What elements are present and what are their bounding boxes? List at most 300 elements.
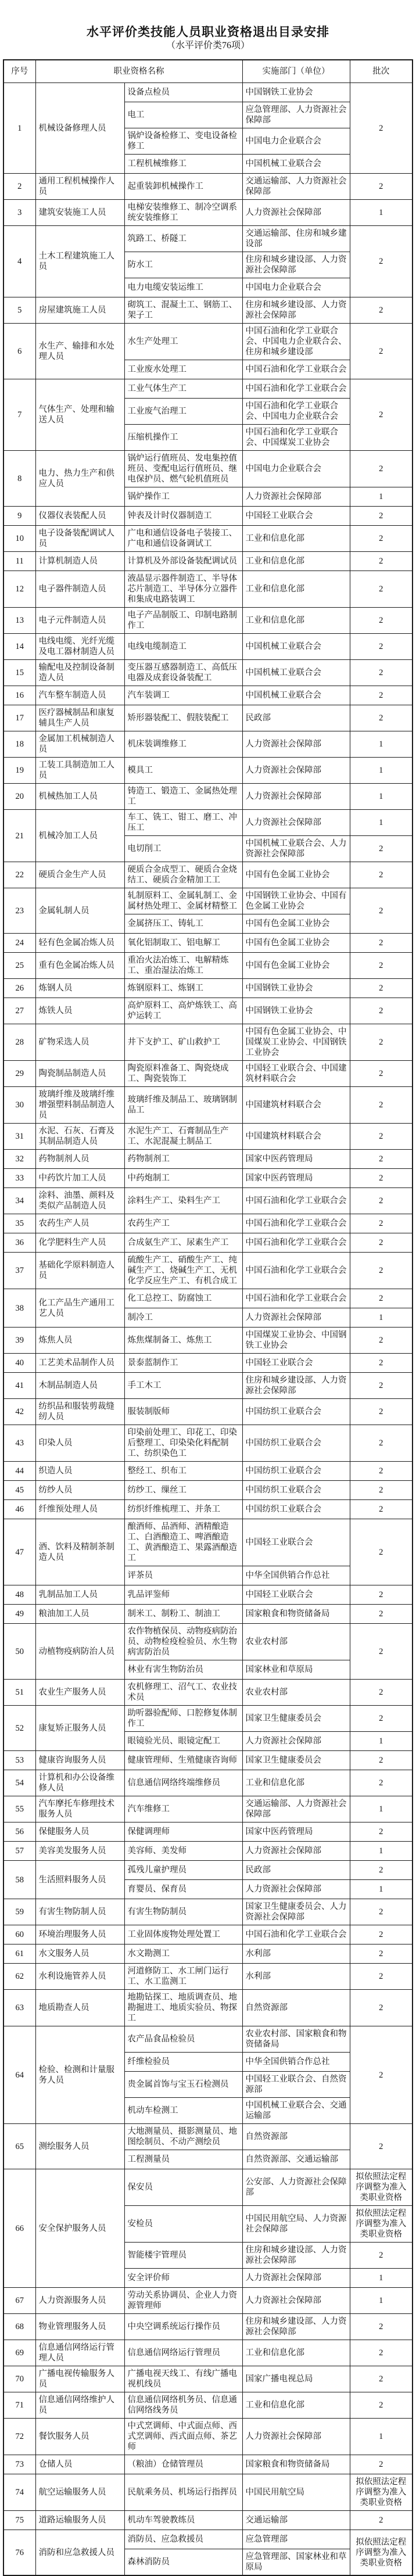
row-number-cell: 70 — [3, 2366, 35, 2392]
category-cell: 轻有色金属冶炼人员 — [35, 934, 124, 953]
qualification-cell: 合成氨生产工、尿素生产工 — [124, 1233, 242, 1253]
category-cell: 汽车摩托车修理技术服务人员 — [35, 1796, 124, 1822]
batch-cell: 2 — [350, 1169, 413, 1188]
table-row — [3, 934, 413, 953]
qualification-cell: 起重装卸机械操作工 — [124, 174, 242, 200]
batch-cell: 1 — [350, 487, 413, 507]
row-number-cell: 35 — [3, 1214, 35, 1233]
qualification-cell: 保安员 — [124, 2169, 242, 2206]
qualification-cell: 信息通信网络终端维修员 — [124, 1770, 242, 1796]
row-number-cell: 61 — [3, 1944, 35, 1964]
row-number-cell: 15 — [3, 660, 35, 686]
qualification-cell: 印染前处理工、印花工、印染后整理工、印染染化料配制工、纺织染色工 — [124, 1425, 242, 1462]
batch-cell: 2 — [350, 324, 413, 379]
department-cell: 人力资源社会保障部 — [242, 2419, 350, 2455]
batch-cell: 2 — [350, 2243, 413, 2269]
table-row — [3, 174, 413, 200]
qualification-cell: 氧化铝制取工、铝电解工 — [124, 934, 242, 953]
row-number-cell: 16 — [3, 686, 35, 705]
batch-cell: 2 — [350, 2026, 413, 2124]
qualification-cell: 消防员、应急救援员 — [124, 2530, 242, 2549]
row-number-cell: 43 — [3, 1425, 35, 1462]
table-row — [3, 1519, 413, 1566]
row-number-cell: 32 — [3, 1150, 35, 1169]
row-number-cell: 68 — [3, 2314, 35, 2340]
department-cell: 国家卫生健康委员会、人力资源社会保障部 — [242, 1899, 350, 1925]
category-cell: 建筑安装施工人员 — [35, 200, 124, 226]
category-cell: 有害生物防制人员 — [35, 1899, 124, 1925]
batch-cell: 2 — [350, 1124, 413, 1150]
category-cell: 测绘服务人员 — [35, 2124, 124, 2169]
category-cell: 水文服务人员 — [35, 1944, 124, 1964]
qualification-cell: 玻璃纤维及制品工、玻璃钢制品工 — [124, 1087, 242, 1124]
batch-cell: 2 — [350, 888, 413, 934]
department-cell: 应急管理部 — [242, 2530, 350, 2549]
category-cell: 金属轧制人员 — [35, 888, 124, 934]
qualification-cell: 乳品评鉴师 — [124, 1585, 242, 1605]
qualification-cell: 有害生物防制员 — [124, 1899, 242, 1925]
table-row — [3, 200, 413, 226]
row-number-cell: 73 — [3, 2455, 35, 2474]
table-row — [3, 2340, 413, 2366]
row-number-cell: 53 — [3, 1751, 35, 1770]
department-cell: 工业和信息化部 — [242, 2340, 350, 2366]
qualification-cell: 工业气体生产工 — [124, 379, 242, 399]
row-number-cell: 59 — [3, 1899, 35, 1925]
qualification-cell: 药物制剂工 — [124, 1150, 242, 1169]
row-number-cell: 39 — [3, 1328, 35, 1354]
table-row — [3, 1354, 413, 1373]
batch-cell: 2 — [350, 1354, 413, 1373]
table-row — [3, 507, 413, 526]
batch-cell: 1 — [350, 1796, 413, 1822]
table-row — [3, 1481, 413, 1500]
qualification-cell: 工业废水处理工 — [124, 360, 242, 379]
qualification-cell: 评茶员 — [124, 1566, 242, 1585]
department-cell: 中国电力企业联合会 — [242, 278, 350, 297]
row-number-cell: 24 — [3, 934, 35, 953]
qualification-cell: 森林消防员 — [124, 2549, 242, 2576]
table-row — [3, 2474, 413, 2511]
category-cell: 水利设施管养人员 — [35, 1964, 124, 1990]
department-cell: 自然资源部 — [242, 1990, 350, 2026]
batch-cell: 2 — [350, 1605, 413, 1624]
header-implementing-department: 实施部门（单位） — [242, 60, 350, 83]
batch-cell: 2 — [350, 862, 413, 888]
qualification-cell: 工业废气治理工 — [124, 399, 242, 425]
qualification-cell: 锅炉操作工 — [124, 487, 242, 507]
batch-cell: 2 — [350, 979, 413, 998]
table-row — [3, 1680, 413, 1706]
table-row — [3, 2026, 413, 2053]
category-cell: 纤维预处理人员 — [35, 1500, 124, 1519]
qualification-cell: 化工总控工、防腐蚀工 — [124, 1289, 242, 1308]
table-row — [3, 1399, 413, 1425]
qualification-cell: 育婴员、保育员 — [124, 1880, 242, 1899]
table-row — [3, 608, 413, 634]
batch-cell: 2 — [350, 571, 413, 608]
department-cell: 中国钢铁工业协会 — [242, 83, 350, 102]
department-cell: 中国石油和化学工业联合会 — [242, 1925, 350, 1944]
table-row — [3, 1462, 413, 1481]
table-row — [3, 979, 413, 998]
row-number-cell: 25 — [3, 953, 35, 979]
department-cell: 农业农村部、国家粮食和物资储备局 — [242, 2026, 350, 2053]
qualification-cell: 防水工 — [124, 252, 242, 278]
category-cell: 粮油加工人员 — [35, 1605, 124, 1624]
batch-cell: 2 — [350, 1289, 413, 1308]
row-number-cell: 31 — [3, 1124, 35, 1150]
category-cell: 炼钢人员 — [35, 979, 124, 998]
row-number-cell: 55 — [3, 1796, 35, 1822]
row-number-cell: 23 — [3, 888, 35, 934]
qualification-cell: 筑路工、桥隧工 — [124, 226, 242, 252]
category-cell: 生活照料服务人员 — [35, 1861, 124, 1899]
category-cell: 药物制剂人员 — [35, 1150, 124, 1169]
batch-cell: 2 — [350, 297, 413, 324]
department-cell: 国家粮食和物资储备局 — [242, 1605, 350, 1624]
department-cell: 住房和城乡建设部、人力资源社会保障部 — [242, 297, 350, 324]
qualification-cell: 河道修防工、水工闸门运行工、水工监测工 — [124, 1964, 242, 1990]
row-number-cell: 74 — [3, 2474, 35, 2511]
department-cell: 人力资源社会保障部 — [242, 2269, 350, 2288]
batch-cell: 2 — [350, 552, 413, 571]
department-cell: 人力资源社会保障部 — [242, 784, 350, 810]
batch-cell: 2 — [350, 1822, 413, 1842]
category-cell: 木制品制造人员 — [35, 1373, 124, 1399]
batch-cell: 1 — [350, 200, 413, 226]
batch-cell: 2 — [350, 1188, 413, 1214]
row-number-cell: 50 — [3, 1624, 35, 1680]
row-number-cell: 4 — [3, 226, 35, 297]
category-cell: 康复矫正服务人员 — [35, 1706, 124, 1751]
category-cell: 人力资源服务人员 — [35, 2288, 124, 2314]
department-cell: 中国纺织工业联合会 — [242, 1481, 350, 1500]
table-row — [3, 1233, 413, 1253]
table-row — [3, 2314, 413, 2340]
department-cell: 国家粮食和物资储备局 — [242, 2455, 350, 2474]
table-row — [3, 1770, 413, 1796]
department-cell: 应急管理部、国家林业和草原局 — [242, 2549, 350, 2576]
batch-cell: 2 — [350, 1462, 413, 1481]
table-row — [3, 2455, 413, 2474]
row-number-cell: 49 — [3, 1605, 35, 1624]
department-cell: 国家卫生健康委员会 — [242, 1706, 350, 1732]
table-row — [3, 1706, 413, 1732]
table-row — [3, 660, 413, 686]
department-cell: 中国机械工业联合会 — [242, 686, 350, 705]
category-cell: 中药饮片加工人员 — [35, 1169, 124, 1188]
header-batch: 批次 — [350, 60, 413, 83]
category-cell: 炼焦人员 — [35, 1328, 124, 1354]
category-cell: 计算机制造人员 — [35, 552, 124, 571]
department-cell: 农业农村部 — [242, 1624, 350, 1660]
department-cell: 公安部、人力资源社会保障部 — [242, 2169, 350, 2206]
department-cell: 中国有色金属工业协会 — [242, 953, 350, 979]
qualification-cell: 农药生产工 — [124, 1214, 242, 1233]
department-cell: 中国有色金属工业协会 — [242, 934, 350, 953]
table-row — [3, 862, 413, 888]
qualification-cell: 机床装调维修工 — [124, 731, 242, 758]
table-row — [3, 686, 413, 705]
row-number-cell: 6 — [3, 324, 35, 379]
department-cell: 中国建筑材料联合会 — [242, 1124, 350, 1150]
table-row — [3, 1585, 413, 1605]
qualification-cell: 酿酒师、品酒师、酒精酿造工、白酒酿造工、啤酒酿造工、黄酒酿造工、果露酒酿造工 — [124, 1519, 242, 1566]
qualification-cell: 锅炉设备检修工、变电设备检修工 — [124, 128, 242, 155]
qualification-cell: 工程机械维修工 — [124, 155, 242, 174]
table-row — [3, 1024, 413, 1061]
category-cell: 水生产、输排和水处理人员 — [35, 324, 124, 379]
category-cell: 仓储人员 — [35, 2455, 124, 2474]
qualification-cell: 工程测量员 — [124, 2150, 242, 2169]
department-cell: 民政部 — [242, 1861, 350, 1880]
qualification-cell: 美容师、美发师 — [124, 1842, 242, 1861]
batch-cell: 2 — [350, 2366, 413, 2392]
qualification-cell: 农机修理工、沼气工、农业技术员 — [124, 1680, 242, 1706]
qualification-cell: 眼镜验光员、眼镜定配工 — [124, 1732, 242, 1751]
batch-cell: 2 — [350, 174, 413, 200]
batch-cell: 2 — [350, 1373, 413, 1399]
row-number-cell: 72 — [3, 2419, 35, 2455]
category-cell: 金属加工机械制造人员 — [35, 731, 124, 758]
qualification-cell: 硬质合金成型工、硬质合金烧结工、硬质合金精加工工 — [124, 862, 242, 888]
category-cell: 计算机和办公设备维修人员 — [35, 1770, 124, 1796]
category-cell: 织造人员 — [35, 1462, 124, 1481]
qualification-cell: 涂料生产工、染料生产工 — [124, 1188, 242, 1214]
row-number-cell: 5 — [3, 297, 35, 324]
department-cell: 人力资源社会保障部 — [242, 1842, 350, 1861]
qualification-cell: 电线电缆制造工 — [124, 634, 242, 660]
department-cell: 人力资源社会保障部 — [242, 758, 350, 784]
batch-cell: 1 — [350, 1732, 413, 1751]
row-number-cell: 11 — [3, 552, 35, 571]
department-cell: 中国轻工业联合会 — [242, 1354, 350, 1373]
batch-cell: 2 — [350, 451, 413, 487]
batch-cell: 2 — [350, 1751, 413, 1770]
qualification-cell: 变压器互感器制造工、高低压电器及成套设备装配工 — [124, 660, 242, 686]
category-cell: 电子元件制造人员 — [35, 608, 124, 634]
category-cell: 乳制品加工人员 — [35, 1585, 124, 1605]
table-row — [3, 324, 413, 360]
category-cell: 地质勘查人员 — [35, 1990, 124, 2026]
table-row — [3, 758, 413, 784]
category-cell: 炼铁人员 — [35, 998, 124, 1024]
qualification-exit-table — [3, 59, 413, 2576]
department-cell: 国家中医药管理局 — [242, 1822, 350, 1842]
category-cell: 纺织品和服装剪裁缝纫人员 — [35, 1399, 124, 1425]
table-row — [3, 571, 413, 608]
category-cell: 机械设备修理人员 — [35, 83, 124, 174]
page-title: 水平评价类技能人员职业资格退出目录安排 — [87, 25, 329, 39]
department-cell: 工业和信息化部 — [242, 552, 350, 571]
row-number-cell: 3 — [3, 200, 35, 226]
department-cell: 中国机械工业联合会、人力资源社会保障部 — [242, 836, 350, 862]
batch-cell: 2 — [350, 83, 413, 174]
department-cell: 中国有色金属工业协会、中国煤炭工业协会、中国钢铁工业协会 — [242, 1024, 350, 1061]
row-number-cell: 40 — [3, 1354, 35, 1373]
qualification-cell: 炼钢原料工、炼钢工 — [124, 979, 242, 998]
table-row — [3, 888, 413, 914]
row-number-cell: 14 — [3, 634, 35, 660]
row-number-cell: 29 — [3, 1061, 35, 1087]
row-number-cell: 60 — [3, 1925, 35, 1944]
qualification-cell: 电子产品制版工、印制电路制作工 — [124, 608, 242, 634]
qualification-cell: 纺织纤维梳理工、并条工 — [124, 1500, 242, 1519]
table-row — [3, 379, 413, 399]
department-cell: 工业和信息化部 — [242, 1770, 350, 1796]
qualification-cell: 井下支护工、矿山救护工 — [124, 1024, 242, 1061]
category-cell: 物业管理服务人员 — [35, 2314, 124, 2340]
category-cell: 广播电视传输服务人员 — [35, 2366, 124, 2392]
row-number-cell: 48 — [3, 1585, 35, 1605]
department-cell: 中国电力企业联合会 — [242, 128, 350, 155]
qualification-cell: 农作物植保员、动物疫病防治员、动物检疫检验员、水生物病害防治员 — [124, 1624, 242, 1660]
batch-cell: 2 — [350, 507, 413, 526]
row-number-cell: 63 — [3, 1990, 35, 2026]
batch-cell: 1 — [350, 2419, 413, 2455]
category-cell: 机械冷加工人员 — [35, 810, 124, 862]
row-number-cell: 45 — [3, 1481, 35, 1500]
qualification-cell: 炼焦煤制备工、炼焦工 — [124, 1328, 242, 1354]
row-number-cell: 20 — [3, 784, 35, 810]
batch-cell: 2 — [350, 1061, 413, 1087]
table-row — [3, 634, 413, 660]
category-cell: 酒、饮料及精制茶制造人员 — [35, 1519, 124, 1585]
qualification-cell: 机动车驾驶教练员 — [124, 2511, 242, 2530]
category-cell: 矿物采选人员 — [35, 1024, 124, 1061]
table-row — [3, 1214, 413, 1233]
category-cell: 水泥、石灰、石膏及其制品制造人员 — [35, 1124, 124, 1150]
qualification-cell: 模具工 — [124, 758, 242, 784]
batch-cell: 2 — [350, 1706, 413, 1732]
table-row — [3, 451, 413, 487]
batch-cell: 2 — [350, 1500, 413, 1519]
batch-cell: 2 — [350, 2392, 413, 2419]
header-serial-number: 序号 — [3, 60, 35, 83]
batch-cell: 2 — [350, 998, 413, 1024]
department-cell: 国家卫生健康委员会 — [242, 1751, 350, 1770]
row-number-cell: 30 — [3, 1087, 35, 1124]
table-row — [3, 998, 413, 1024]
row-number-cell: 41 — [3, 1373, 35, 1399]
qualification-cell: 农产品食品检验员 — [124, 2026, 242, 2053]
department-cell: 自然资源部 — [242, 2124, 350, 2150]
table-row — [3, 1289, 413, 1308]
row-number-cell: 38 — [3, 1289, 35, 1328]
category-cell: 汽车整车制造人员 — [35, 686, 124, 705]
row-number-cell: 2 — [3, 174, 35, 200]
qualification-cell: 劳动关系协调员、企业人力资源管理师 — [124, 2288, 242, 2314]
row-number-cell: 13 — [3, 608, 35, 634]
department-cell: 中国石油和化学工业联合会 — [242, 1289, 350, 1308]
department-cell: 中国机械工业联合会 — [242, 660, 350, 686]
batch-cell: 2 — [350, 226, 413, 297]
batch-cell: 2 — [350, 1770, 413, 1796]
category-cell: 基础化学原料制造人员 — [35, 1253, 124, 1289]
batch-cell: 2 — [350, 2124, 413, 2169]
qualification-cell: 民航乘务员、机场运行指挥员 — [124, 2474, 242, 2511]
table-row — [3, 1087, 413, 1124]
qualification-cell: 中药炮制工 — [124, 1169, 242, 1188]
department-cell: 中国石油和化学工业联合会、中国煤炭工业协会 — [242, 425, 350, 451]
department-cell: 中国煤炭工业协会、中国钢铁工业协会 — [242, 1328, 350, 1354]
batch-cell: 2 — [350, 608, 413, 634]
table-row — [3, 2530, 413, 2549]
category-cell: 信息通信网络运行管理人员 — [35, 2340, 124, 2366]
category-cell: 美容美发服务人员 — [35, 1842, 124, 1861]
qualification-cell: 机动车检测工 — [124, 2098, 242, 2124]
qualification-cell: 广播电视天线工、有线广播电视机线员 — [124, 2366, 242, 2392]
department-cell: 中国有色金属工业协会 — [242, 862, 350, 888]
batch-cell: 2 — [350, 934, 413, 953]
department-cell: 中国钢铁工业协会、中国有色金属工业协会 — [242, 888, 350, 914]
table-row — [3, 2419, 413, 2455]
qualification-cell: 孤残儿童护理员 — [124, 1861, 242, 1880]
category-cell: 农药生产人员 — [35, 1214, 124, 1233]
qualification-cell: 砌筑工、混凝土工、钢筋工、架子工 — [124, 297, 242, 324]
table-row — [3, 1842, 413, 1861]
qualification-cell: 大地测量员、摄影测量员、地图绘制员、不动产测绘员 — [124, 2124, 242, 2150]
qualification-cell: 液晶显示器件制造工、半导体芯片制造工、半导体分立器件和集成电路装调工 — [124, 571, 242, 608]
qualification-cell: 设备点检员 — [124, 83, 242, 102]
row-number-cell: 66 — [3, 2169, 35, 2288]
table-header-row — [3, 60, 413, 83]
department-cell: 中国石油和化学工业联合会 — [242, 1253, 350, 1289]
qualification-cell: 硫酸生产工、硝酸生产工、纯碱生产工、烧碱生产工、无机化学反应生产工、有机合成工 — [124, 1253, 242, 1289]
qualification-cell: 广电和通信设备电子装接工、广电和通信设备调试工 — [124, 526, 242, 552]
qualification-cell: 水泥生产工、石膏制品生产工、水泥混凝土制品工 — [124, 1124, 242, 1150]
row-number-cell: 47 — [3, 1519, 35, 1585]
table-row — [3, 2366, 413, 2392]
qualification-cell: 电梯安装维修工、制冷空调系统安装维修工 — [124, 200, 242, 226]
category-cell: 涂料、油墨、颜料及类似产品制造人员 — [35, 1188, 124, 1214]
qualification-cell: 汽车维修工 — [124, 1796, 242, 1822]
department-cell: 人力资源社会保障部 — [242, 2288, 350, 2314]
department-cell: 中国轻工业联合会 — [242, 1585, 350, 1605]
department-cell: 水利部 — [242, 1964, 350, 1990]
table-row — [3, 1169, 413, 1188]
row-number-cell: 42 — [3, 1399, 35, 1425]
department-cell: 中国钢铁工业协会 — [242, 998, 350, 1024]
qualification-cell: 安检员 — [124, 2206, 242, 2243]
qualification-cell: 智能楼宇管理员 — [124, 2243, 242, 2269]
department-cell: 工业和信息化部 — [242, 608, 350, 634]
department-cell: 中国纺织工业联合会 — [242, 1462, 350, 1481]
category-cell: 化工产品生产通用工艺人员 — [35, 1289, 124, 1328]
batch-cell: 2 — [350, 1328, 413, 1354]
batch-cell: 拟依照法定程序调整为准入类职业资格 — [350, 2206, 413, 2243]
category-cell: 输配电及控制设备制造人员 — [35, 660, 124, 686]
table-row — [3, 1944, 413, 1964]
category-cell: 环境治理服务人员 — [35, 1925, 124, 1944]
table-row — [3, 784, 413, 810]
department-cell: 国家林业和草原局 — [242, 1660, 350, 1680]
qualification-cell: 地勘钻探工、地质调查员、地勘掘进工、地质实验员、物探工 — [124, 1990, 242, 2026]
department-cell: 中国民用航空局、人力资源社会保障部 — [242, 2206, 350, 2243]
department-cell: 中国电力企业联合会 — [242, 451, 350, 487]
batch-cell: 2 — [350, 953, 413, 979]
batch-cell: 2 — [350, 2340, 413, 2366]
qualification-cell: 电工 — [124, 102, 242, 128]
batch-cell: 2 — [350, 1425, 413, 1462]
department-cell: 水利部 — [242, 1944, 350, 1964]
department-cell: 国家中医药管理局 — [242, 1150, 350, 1169]
qualification-cell: 汽车装调工 — [124, 686, 242, 705]
row-number-cell: 28 — [3, 1024, 35, 1061]
batch-cell: 1 — [350, 758, 413, 784]
batch-cell: 2 — [350, 1233, 413, 1253]
